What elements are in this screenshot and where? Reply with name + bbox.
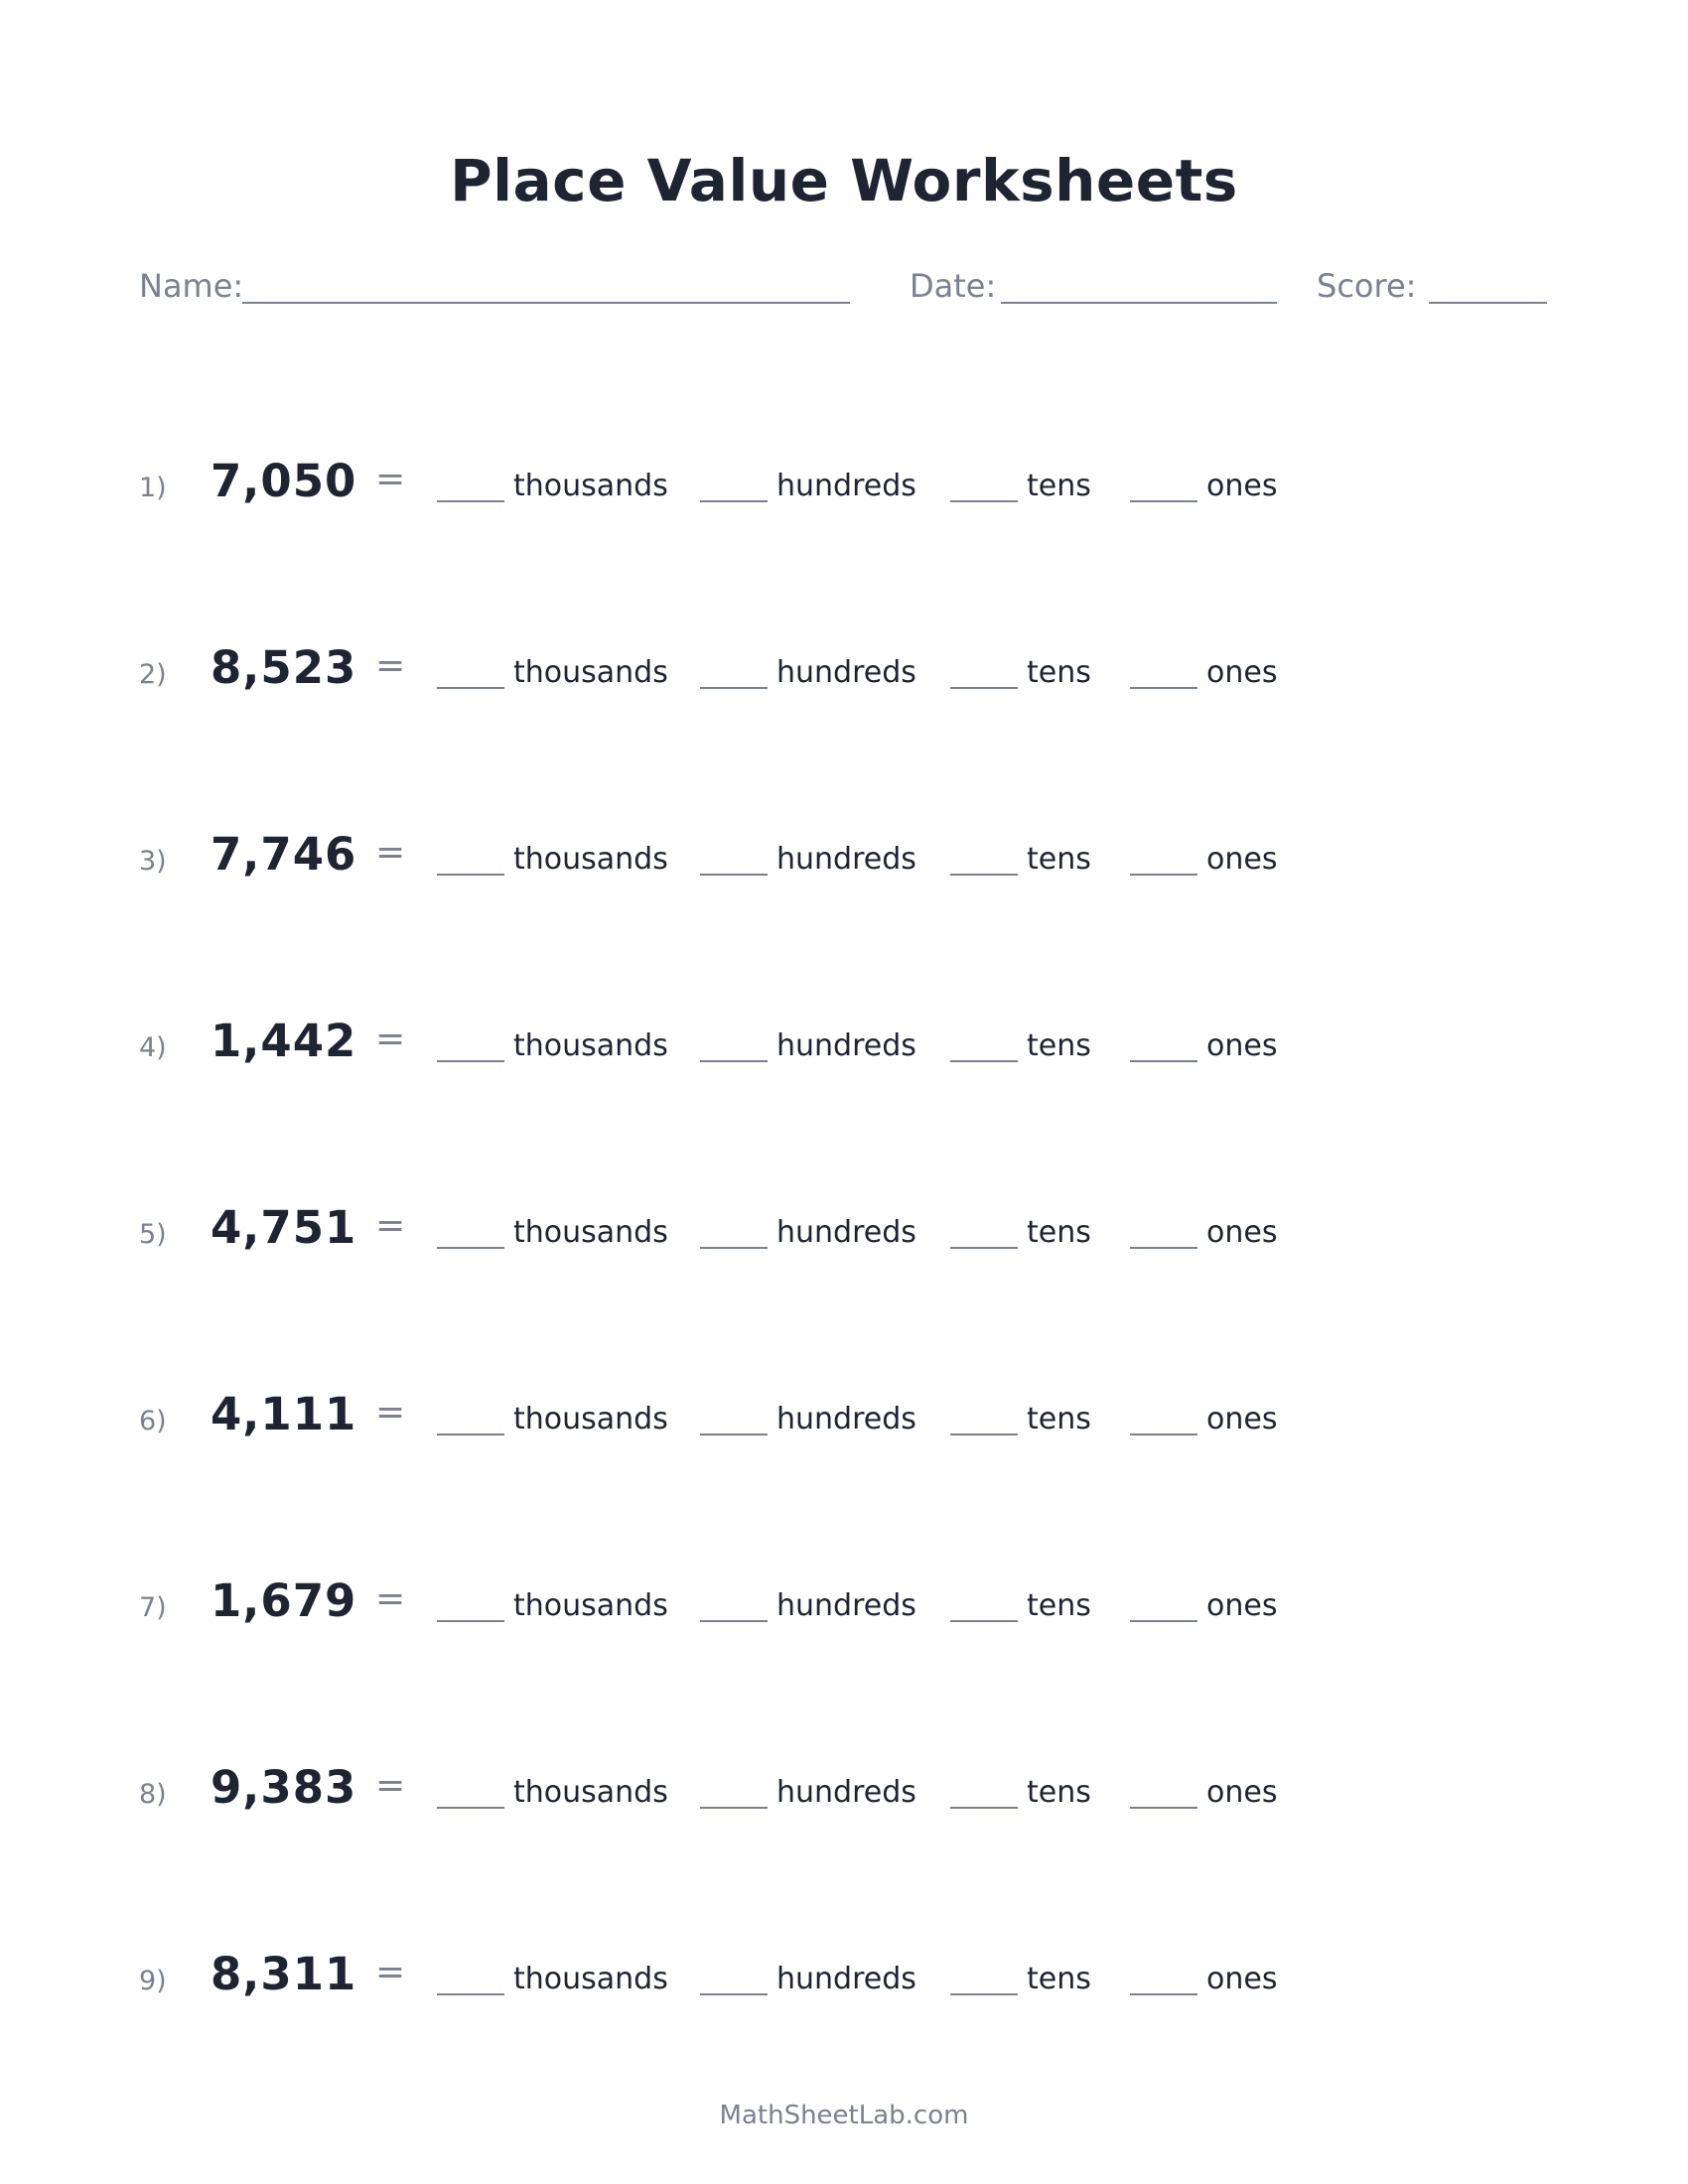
hundreds-label: hundreds [776, 1962, 916, 1996]
score-field[interactable] [1429, 302, 1547, 304]
problem-value: 1,679 [211, 1574, 357, 1627]
hundreds-blank[interactable] [700, 1807, 768, 1809]
ones-blank[interactable] [1130, 1620, 1197, 1622]
hundreds-label: hundreds [776, 1402, 916, 1436]
score-label: Score: [1317, 267, 1417, 305]
thousands-blank[interactable] [437, 500, 504, 502]
hundreds-label: hundreds [776, 1028, 916, 1063]
thousands-blank[interactable] [437, 687, 504, 689]
tens-blank[interactable] [950, 687, 1018, 689]
tens-label: tens [1027, 1215, 1091, 1250]
footer-credit: MathSheetLab.com [719, 2101, 969, 2130]
date-label: Date: [910, 267, 997, 305]
problem-row [0, 641, 1688, 701]
ones-blank[interactable] [1130, 1807, 1197, 1809]
equals-sign: = [375, 1019, 406, 1059]
problem-number: 8) [139, 1779, 167, 1810]
thousands-label: thousands [513, 1215, 668, 1250]
tens-label: tens [1027, 469, 1091, 503]
ones-blank[interactable] [1130, 500, 1197, 502]
equals-sign: = [375, 1952, 406, 1992]
equals-sign: = [375, 1205, 406, 1246]
tens-blank[interactable] [950, 1807, 1018, 1809]
equals-sign: = [375, 459, 406, 499]
hundreds-blank[interactable] [700, 1620, 768, 1622]
problem-value: 4,111 [211, 1388, 357, 1440]
thousands-label: thousands [513, 1028, 668, 1063]
equals-sign: = [375, 832, 406, 873]
name-field[interactable] [242, 302, 850, 304]
hundreds-blank[interactable] [700, 874, 768, 876]
thousands-blank[interactable] [437, 1993, 504, 1995]
ones-label: ones [1206, 1775, 1278, 1810]
ones-blank[interactable] [1130, 1433, 1197, 1435]
page-title: Place Value Worksheets [450, 147, 1238, 214]
problem-row [0, 828, 1688, 887]
thousands-blank[interactable] [437, 1620, 504, 1622]
problem-row [0, 455, 1688, 514]
problem-row [0, 1761, 1688, 1821]
hundreds-label: hundreds [776, 1215, 916, 1250]
problem-number: 6) [139, 1406, 167, 1436]
ones-label: ones [1206, 1028, 1278, 1063]
tens-blank[interactable] [950, 1993, 1018, 1995]
ones-blank[interactable] [1130, 1060, 1197, 1062]
ones-blank[interactable] [1130, 1993, 1197, 1995]
tens-blank[interactable] [950, 874, 1018, 876]
tens-label: tens [1027, 1962, 1091, 1996]
ones-label: ones [1206, 469, 1278, 503]
problem-row [0, 1574, 1688, 1634]
tens-blank[interactable] [950, 1620, 1018, 1622]
ones-blank[interactable] [1130, 1247, 1197, 1249]
problem-value: 4,751 [211, 1201, 357, 1254]
ones-blank[interactable] [1130, 874, 1197, 876]
problem-number: 3) [139, 846, 167, 877]
hundreds-blank[interactable] [700, 1060, 768, 1062]
hundreds-blank[interactable] [700, 1993, 768, 1995]
thousands-blank[interactable] [437, 1433, 504, 1435]
hundreds-label: hundreds [776, 842, 916, 877]
tens-label: tens [1027, 655, 1091, 690]
ones-label: ones [1206, 1962, 1278, 1996]
hundreds-blank[interactable] [700, 1247, 768, 1249]
thousands-blank[interactable] [437, 1807, 504, 1809]
name-label: Name: [139, 267, 244, 305]
thousands-label: thousands [513, 842, 668, 877]
hundreds-label: hundreds [776, 1775, 916, 1810]
problem-number: 5) [139, 1219, 167, 1250]
tens-label: tens [1027, 1028, 1091, 1063]
equals-sign: = [375, 1578, 406, 1619]
thousands-label: thousands [513, 1588, 668, 1623]
hundreds-label: hundreds [776, 469, 916, 503]
thousands-label: thousands [513, 1402, 668, 1436]
problem-value: 1,442 [211, 1015, 357, 1067]
hundreds-label: hundreds [776, 655, 916, 690]
tens-label: tens [1027, 1775, 1091, 1810]
equals-sign: = [375, 645, 406, 686]
hundreds-blank[interactable] [700, 1433, 768, 1435]
tens-label: tens [1027, 1402, 1091, 1436]
ones-label: ones [1206, 1402, 1278, 1436]
hundreds-blank[interactable] [700, 500, 768, 502]
tens-label: tens [1027, 842, 1091, 877]
tens-blank[interactable] [950, 500, 1018, 502]
problem-number: 1) [139, 473, 167, 503]
problem-row [0, 1015, 1688, 1074]
date-field[interactable] [1001, 302, 1277, 304]
student-info-header [139, 266, 1547, 306]
thousands-label: thousands [513, 1962, 668, 1996]
tens-label: tens [1027, 1588, 1091, 1623]
equals-sign: = [375, 1765, 406, 1806]
problem-value: 8,311 [211, 1948, 357, 2000]
problem-value: 9,383 [211, 1761, 357, 1814]
ones-label: ones [1206, 842, 1278, 877]
ones-blank[interactable] [1130, 687, 1197, 689]
problem-row [0, 1388, 1688, 1447]
problem-number: 9) [139, 1966, 167, 1996]
thousands-blank[interactable] [437, 1060, 504, 1062]
thousands-blank[interactable] [437, 874, 504, 876]
ones-label: ones [1206, 1215, 1278, 1250]
tens-blank[interactable] [950, 1433, 1018, 1435]
thousands-blank[interactable] [437, 1247, 504, 1249]
tens-blank[interactable] [950, 1060, 1018, 1062]
problem-number: 7) [139, 1592, 167, 1623]
problem-value: 7,050 [211, 455, 357, 507]
problem-value: 8,523 [211, 641, 357, 694]
problem-row [0, 1948, 1688, 2007]
hundreds-label: hundreds [776, 1588, 916, 1623]
thousands-label: thousands [513, 469, 668, 503]
thousands-label: thousands [513, 1775, 668, 1810]
tens-blank[interactable] [950, 1247, 1018, 1249]
problem-value: 7,746 [211, 828, 357, 881]
equals-sign: = [375, 1392, 406, 1433]
problem-number: 2) [139, 659, 167, 690]
problem-number: 4) [139, 1032, 167, 1063]
problem-row [0, 1201, 1688, 1261]
ones-label: ones [1206, 1588, 1278, 1623]
thousands-label: thousands [513, 655, 668, 690]
ones-label: ones [1206, 655, 1278, 690]
hundreds-blank[interactable] [700, 687, 768, 689]
